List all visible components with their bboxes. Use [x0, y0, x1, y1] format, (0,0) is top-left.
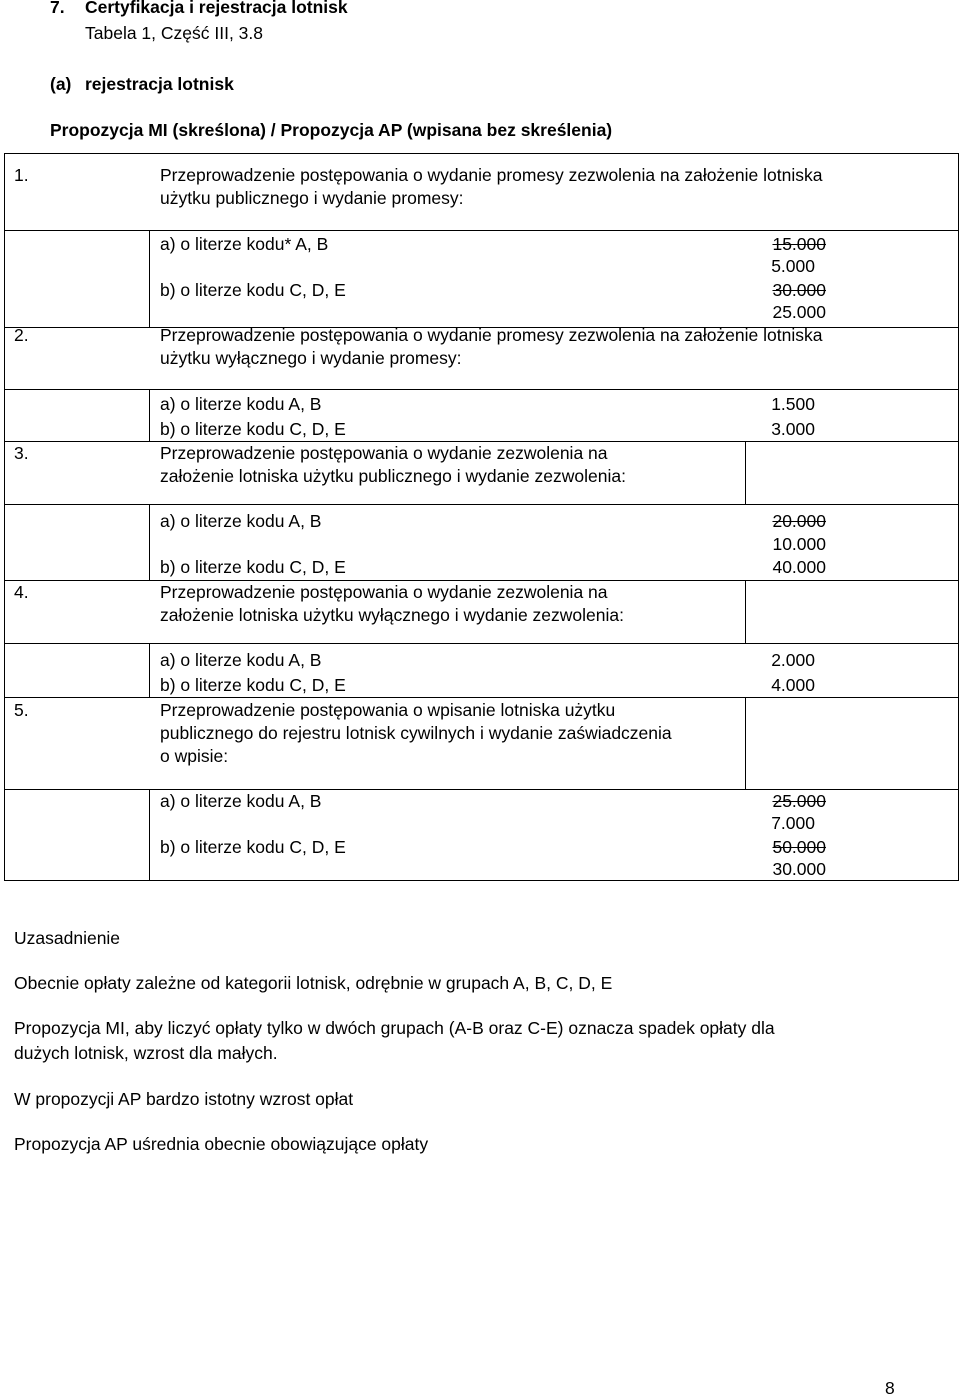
row-2-description-cont: użytku wyłącznego i wydanie promesy: — [160, 348, 462, 368]
row-3-number: 3. — [14, 443, 29, 463]
row-5-b-label: b) o literze kodu C, D, E — [160, 837, 346, 857]
row-5-a-new-fee: 7.000 — [771, 813, 815, 833]
row-2-a-label: a) o literze kodu A, B — [160, 394, 322, 414]
row-3-a-label: a) o literze kodu A, B — [160, 511, 322, 531]
row-3-b-fee: 40.000 — [772, 557, 826, 577]
row-1-a-new-fee: 5.000 — [771, 256, 815, 276]
row-3-a-old-fee: 20.000 — [772, 511, 826, 531]
justification-paragraph-2: Propozycja MI, aby liczyć opłaty tylko w dwóch grupach (A-B oraz C-E) oznacza spadek opłaty dla — [14, 1018, 775, 1038]
justification-paragraph-3: W propozycji AP bardzo istotny wzrost opłat — [14, 1089, 354, 1109]
justification-heading: Uzasadnienie — [14, 928, 121, 948]
row-2-b-label: b) o literze kodu C, D, E — [160, 419, 346, 439]
row-5-a-label: a) o literze kodu A, B — [160, 791, 322, 811]
row-2-b-fee: 3.000 — [771, 419, 815, 439]
row-4-a-fee: 2.000 — [771, 650, 815, 670]
row-1-description-cont: użytku publicznego i wydanie promesy: — [160, 188, 464, 208]
justification-paragraph-2-cont: dużych lotnisk, wzrost dla małych. — [14, 1043, 278, 1063]
proposal-note: Propozycja MI (skreślona) / Propozycja AP (wpisana bez skreślenia) — [50, 120, 613, 140]
row-1-b-label: b) o literze kodu C, D, E — [160, 280, 346, 300]
row-5-description-cont: publicznego do rejestru lotnisk cywilnych i wydanie zaświadczenia — [160, 723, 672, 743]
row-5-b-old-fee: 50.000 — [772, 837, 826, 857]
row-3-b-label: b) o literze kodu C, D, E — [160, 557, 346, 577]
row-1-description: Przeprowadzenie postępowania o wydanie promesy zezwolenia na założenie lotniska — [160, 165, 823, 185]
row-2-a-fee: 1.500 — [771, 394, 815, 414]
subsection-label: (a) — [50, 74, 72, 94]
row-1-b-new-fee: 25.000 — [772, 302, 826, 322]
row-3-description-cont: założenie lotniska użytku publicznego i wydanie zezwolenia: — [160, 466, 626, 486]
row-3-a-new-fee: 10.000 — [772, 534, 826, 554]
justification-paragraph-4: Propozycja AP uśrednia obecnie obowiązujące opłaty — [14, 1134, 429, 1154]
row-1-b-old-fee: 30.000 — [772, 280, 826, 300]
row-4-number: 4. — [14, 582, 29, 602]
row-1-a-old-fee: 15.000 — [772, 234, 826, 254]
row-4-description-cont: założenie lotniska użytku wyłącznego i wydanie zezwolenia: — [160, 605, 624, 625]
justification-paragraph-1: Obecnie opłaty zależne od kategorii lotnisk, odrębnie w grupach A, B, C, D, E — [14, 973, 613, 993]
row-1-a-label: a) o literze kodu* A, B — [160, 234, 329, 254]
page-number: 8 — [885, 1378, 895, 1398]
row-5-b-new-fee: 30.000 — [772, 859, 826, 879]
row-4-a-label: a) o literze kodu A, B — [160, 650, 322, 670]
row-1-number: 1. — [14, 165, 29, 185]
row-4-b-label: b) o literze kodu C, D, E — [160, 675, 346, 695]
row-5-a-old-fee: 25.000 — [772, 791, 826, 811]
row-5-number: 5. — [14, 700, 29, 720]
row-4-description: Przeprowadzenie postępowania o wydanie zezwolenia na — [160, 582, 608, 602]
section-number: 7. — [50, 0, 65, 17]
subsection-title: rejestracja lotnisk — [85, 74, 234, 94]
section-title: Certyfikacja i rejestracja lotnisk — [85, 0, 348, 17]
row-3-description: Przeprowadzenie postępowania o wydanie zezwolenia na — [160, 443, 608, 463]
table-reference: Tabela 1, Część III, 3.8 — [85, 23, 264, 43]
row-5-description: Przeprowadzenie postępowania o wpisanie lotniska użytku — [160, 700, 616, 720]
row-4-b-fee: 4.000 — [771, 675, 815, 695]
row-5-description-cont-2: o wpisie: — [160, 746, 229, 766]
row-2-number: 2. — [14, 325, 29, 345]
row-2-description: Przeprowadzenie postępowania o wydanie promesy zezwolenia na założenie lotniska — [160, 325, 823, 345]
